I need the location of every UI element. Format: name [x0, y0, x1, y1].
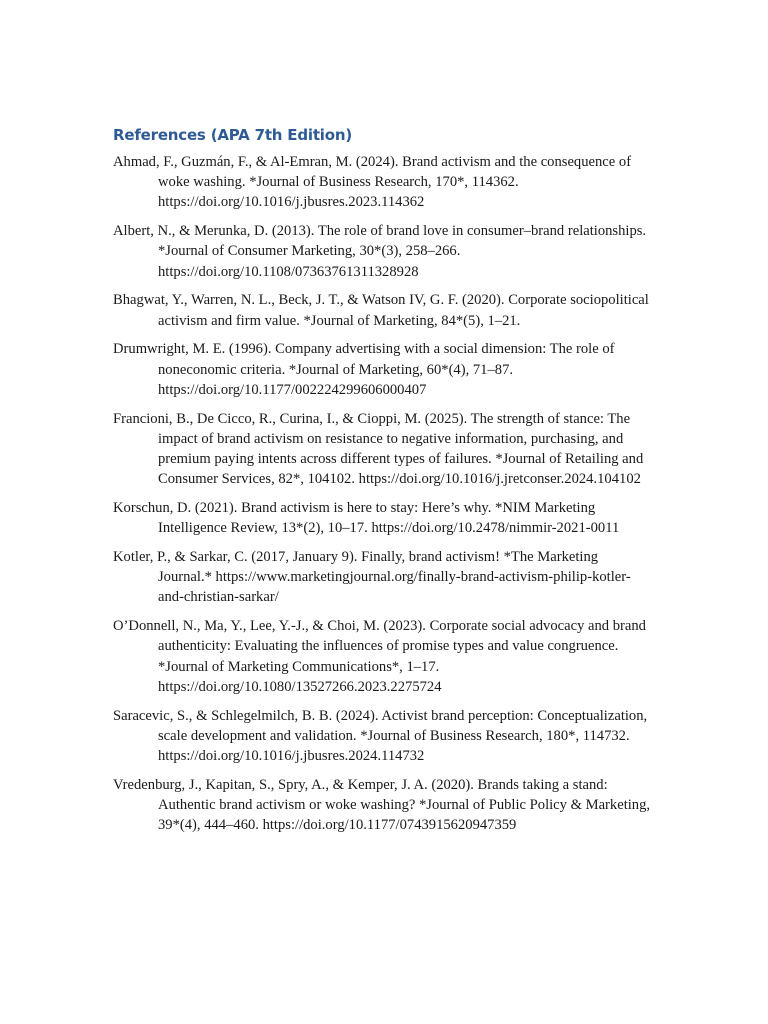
references-section: [113, 124, 655, 844]
reference-entry: Francioni, B., De Cicco, R., Curina, I., & Cioppi, M. (2025). The strength of stance: The impact of brand activism on resistance to negative information, purchasing, and premium paying intents across different types of failures. *Journal of Retailing and Consumer Services, 82*, 104102. https://doi.org/10.1016/j.jretconser.2024.104102: [113, 410, 644, 488]
references-heading: References (APA 7th Edition): [113, 126, 352, 144]
reference-entry: Korschun, D. (2021). Brand activism is here to stay: Here’s why. *NIM Marketing Intelligence Review, 13*(2), 10–17. https://doi.org/10.2478/nimmir-2021-0011: [113, 500, 620, 537]
reference-entry: Drumwright, M. E. (1996). Company advertising with a social dimension: The role of noneconomic criteria. *Journal of Marketing, 60*(4), 71–87. https://doi.org/10.1177/002224299606000407: [113, 341, 615, 398]
reference-entry: Bhagwat, Y., Warren, N. L., Beck, J. T., & Watson IV, G. F. (2020). Corporate sociopolitical activism and firm value. *Journal of Marketing, 84*(5), 1–21.: [113, 292, 649, 329]
reference-entry: O’Donnell, N., Ma, Y., Lee, Y.-J., & Choi, M. (2023). Corporate social advocacy and brand authenticity: Evaluating the influences of promise types and value congruence. *Journal of Marketing Communications*, 1–17. https://doi.org/10.1080/13527266.2023.2275724: [113, 618, 646, 695]
reference-entry: Kotler, P., & Sarkar, C. (2017, January 9). Finally, brand activism! *The Marketing Journal.* https://www.marketingjournal.org/finally-brand-activism-philip-kotler-and-christian-sarkar/: [113, 549, 631, 606]
reference-entry: Saracevic, S., & Schlegelmilch, B. B. (2024). Activist brand perception: Conceptualization, scale development and validation. *Journal of Business Research, 180*, 114732. https://doi.org/10.1016/j.jbusres.2024.114732: [113, 707, 648, 765]
reference-entry: Albert, N., & Merunka, D. (2013). The role of brand love in consumer–brand relationships. *Journal of Consumer Marketing, 30*(3), 258–266. https://doi.org/10.1108/07363761311328928: [113, 223, 647, 280]
reference-entry: Vredenburg, J., Kapitan, S., Spry, A., & Kemper, J. A. (2020). Brands taking a stand: Authentic brand activism or woke washing? *Journal of Public Policy & Marketing, 39*(4), 444–460. https://doi.org/10.1177/0743915620947359: [113, 776, 651, 834]
reference-entry: Ahmad, F., Guzmán, F., & Al-Emran, M. (2024). Brand activism and the consequence of woke washing. *Journal of Business Research, 170*, 114362. https://doi.org/10.1016/j.jbusres.2023.114362: [113, 154, 632, 211]
reference-list: [113, 152, 655, 835]
